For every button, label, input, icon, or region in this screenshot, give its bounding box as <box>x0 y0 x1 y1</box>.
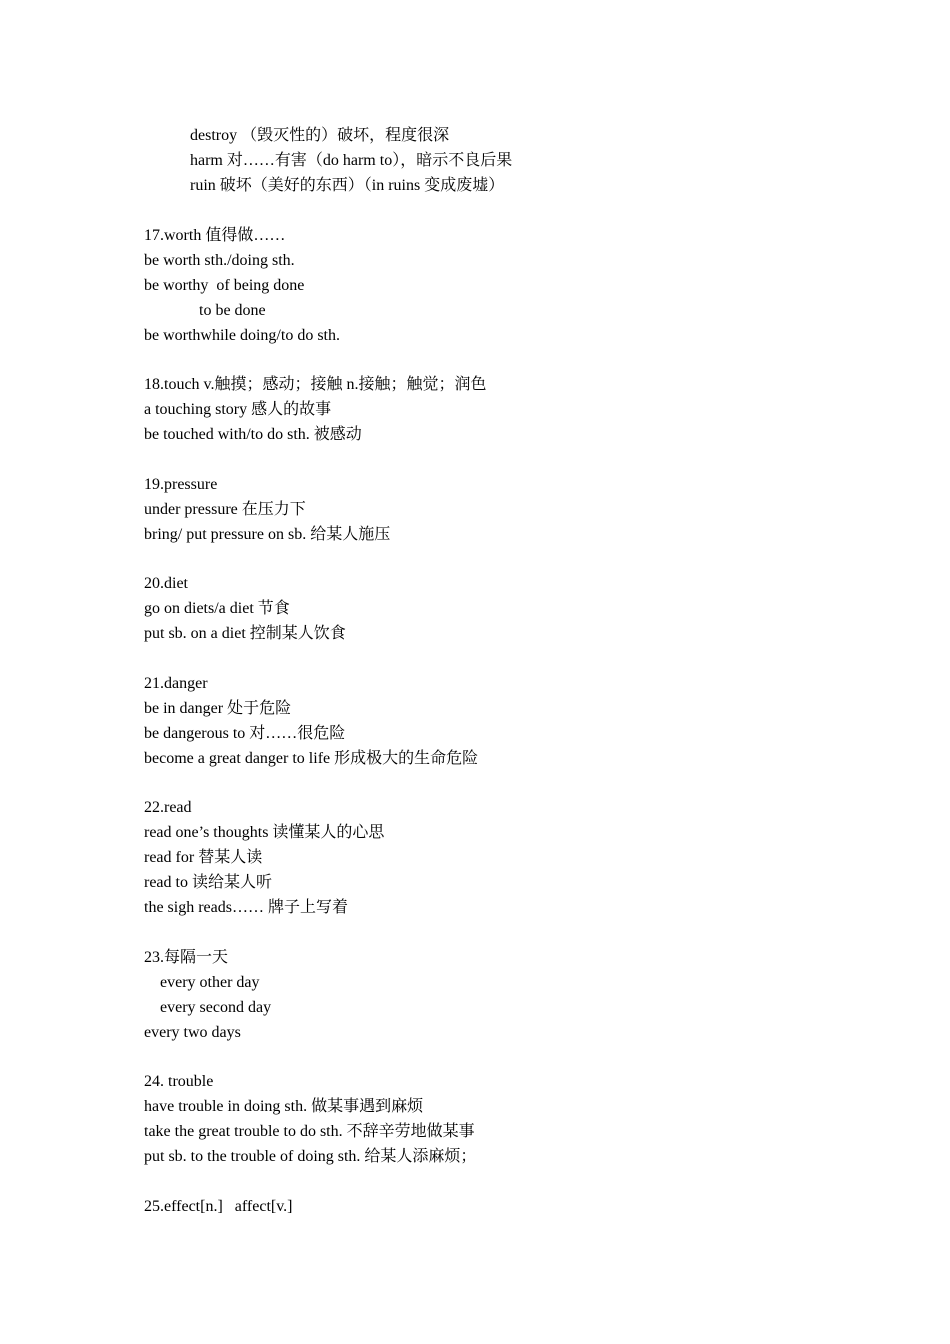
entry-line: take the great trouble to do sth. 不辞辛劳地做某事 <box>144 1123 475 1140</box>
entry-line: be worthy of being done <box>144 277 305 294</box>
entry-line: the sigh reads…… 牌子上写着 <box>144 899 348 916</box>
entry-line: under pressure 在压力下 <box>144 501 306 518</box>
entry-line: have trouble in doing sth. 做某事遇到麻烦 <box>144 1098 424 1115</box>
entry-heading-every-other-day: 23.每隔一天 <box>144 949 229 966</box>
entry-line: a touching story 感人的故事 <box>144 401 332 418</box>
entry-line: be touched with/to do sth. 被感动 <box>144 426 362 443</box>
entry-line: to be done <box>199 302 266 319</box>
entry-line: put sb. on a diet 控制某人饮食 <box>144 625 346 642</box>
entry-line: every two days <box>144 1024 241 1041</box>
entry-line: be in danger 处于危险 <box>144 700 292 717</box>
entry-line: every other day <box>160 974 260 991</box>
entry-line: go on diets/a diet 节食 <box>144 600 290 617</box>
harm-line: harm 对……有害（do harm to），暗示不良后果 <box>190 152 513 169</box>
entry-heading-touch: 18.touch v.触摸；感动；接触 n.接触；触觉；润色 <box>144 376 487 393</box>
entry-heading-diet: 20.diet <box>144 575 188 592</box>
entry-heading-danger: 21.danger <box>144 675 208 692</box>
entry-line: be worth sth./doing sth. <box>144 252 295 269</box>
entry-heading-effect-affect: 25.effect[n.] affect[v.] <box>144 1198 293 1215</box>
entry-line: put sb. to the trouble of doing sth. 给某人添麻烦； <box>144 1148 477 1165</box>
entry-heading-read: 22.read <box>144 799 192 816</box>
ruin-line: ruin 破坏（美好的东西）（in ruins 变成废墟） <box>190 177 505 194</box>
entry-line: be dangerous to 对……很危险 <box>144 725 346 742</box>
entry-line: bring/ put pressure on sb. 给某人施压 <box>144 526 391 543</box>
entry-heading-trouble: 24. trouble <box>144 1073 214 1090</box>
entry-line: read to 读给某人听 <box>144 874 272 891</box>
entry-line: every second day <box>160 999 272 1016</box>
destroy-line: destroy （毁灭性的）破坏，程度很深 <box>190 127 450 144</box>
entry-line: read for 替某人读 <box>144 849 263 866</box>
entry-heading-pressure: 19.pressure <box>144 476 218 493</box>
entry-line: read one’s thoughts 读懂某人的心思 <box>144 824 385 841</box>
entry-heading-worth: 17.worth 值得做…… <box>144 227 286 244</box>
entry-line: become a great danger to life 形成极大的生命危险 <box>144 750 479 767</box>
entry-line: be worthwhile doing/to do sth. <box>144 327 340 344</box>
